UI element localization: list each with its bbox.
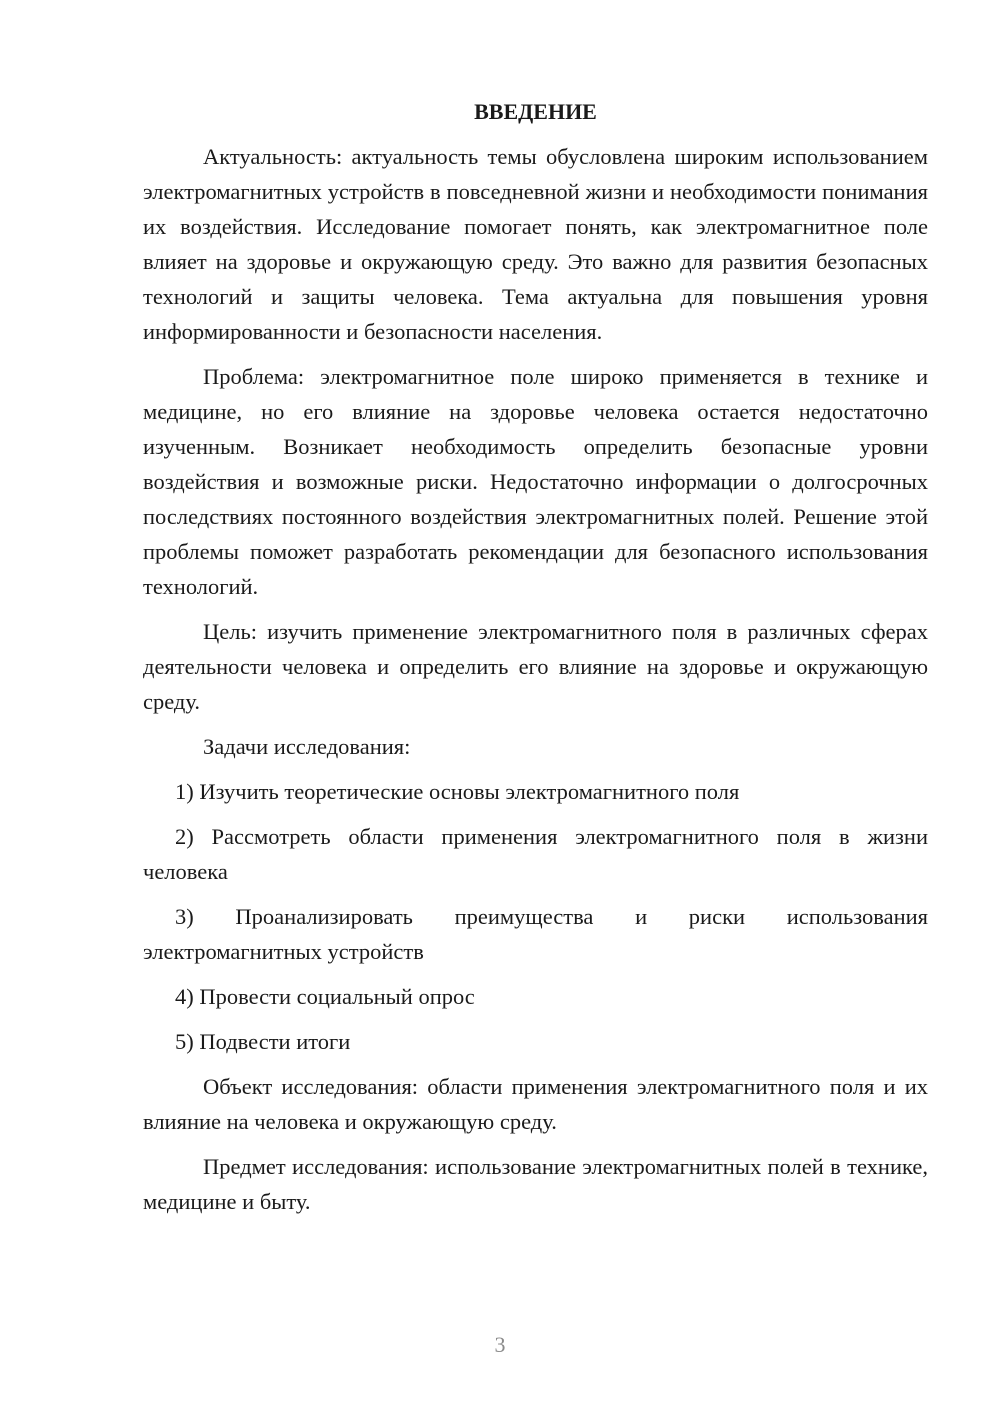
paragraph-goal: Цель: изучить применение электромагнитного поля в различных сферах деятельности человека и определить его влияние на здоровье и окружающую среду. [143,619,928,714]
paragraph-object: Объект исследования: области применения электромагнитного поля и их влияние на человека и окружающую среду. [143,1074,928,1134]
paragraph-subject: Предмет исследования: использование электромагнитных полей в технике, медицине и быту. [143,1154,928,1214]
document-page [143,94,928,1229]
list-item: 1) Изучить теоретические основы электромагнитного поля [175,779,740,804]
list-item: 4) Провести социальный опрос [175,984,475,1009]
paragraph-problem: Проблема: электромагнитное поле широко применяется в технике и медицине, но его влияние на здоровье человека остается недостаточно изученным. Возникает необходимость определить безопасные уровни воздействия и возможные риски. Недостаточно информации о долгосрочных последствиях постоянного воздействия электромагнитных полей. Решение этой проблемы поможет разработать рекомендации для безопасного использования технологий. [143,364,928,599]
paragraph-relevance: Актуальность: актуальность темы обусловлена широким использованием электромагнитных устройств в повседневной жизни и необходимости понимания их воздействия. Исследование помогает понять, как электромагнитное поле влияет на здоровье и окружающую среду. Это важно для развития безопасных технологий и защиты человека. Тема актуальна для повышения уровня информированности и безопасности населения. [143,144,928,344]
list-item: 5) Подвести итоги [175,1029,351,1054]
tasks-heading: Задачи исследования: [203,734,411,759]
page-number: 3 [494,1332,506,1357]
section-heading: ВВЕДЕНИЕ [474,99,597,124]
list-item: 2) Рассмотреть области применения электромагнитного поля в жизни человека [143,824,928,884]
list-item: 3) Проанализировать преимущества и риски использования электромагнитных устройств [143,904,928,964]
